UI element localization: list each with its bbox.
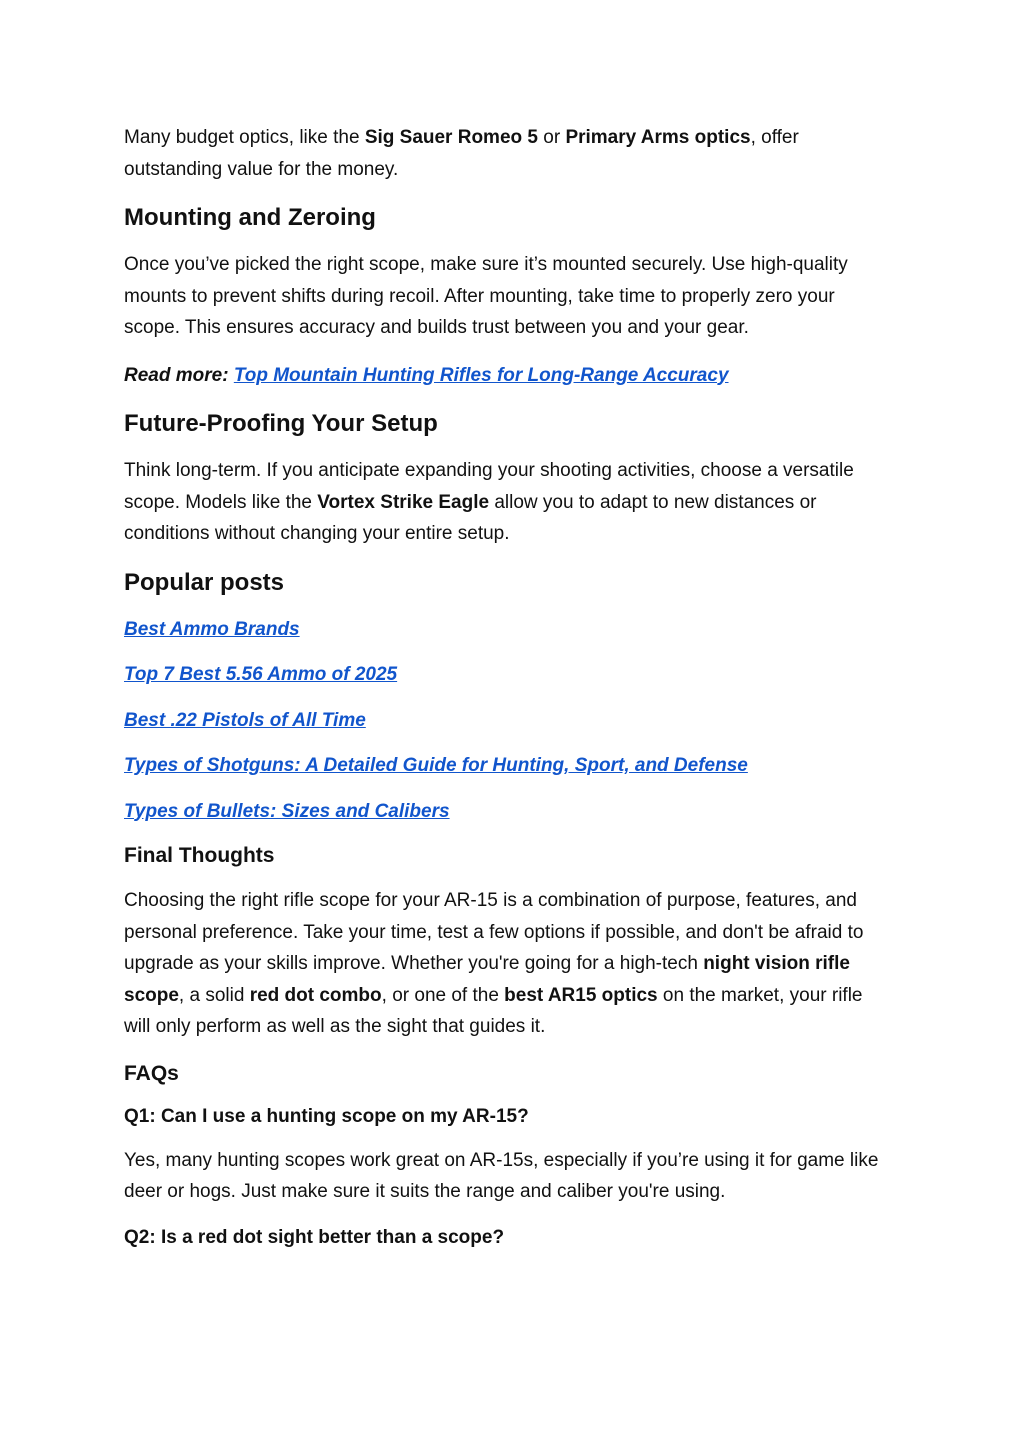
read-more-label: Read more: [124, 364, 229, 386]
final-text-3: , or one of the [381, 984, 505, 1006]
final-paragraph [124, 885, 894, 1043]
faq-answer-1: Yes, many hunting scopes work great on AR-15s, especially if you’re using it for game like deer or hogs. Just make sure it suits the range and caliber you're using. [124, 1149, 879, 1202]
final-bold-night-vision: night vision rifle scope [124, 953, 850, 1006]
popular-link-ammo-brands[interactable]: Best Ammo Brands [124, 618, 300, 640]
heading-future-proofing: Future-Proofing Your Setup [124, 410, 438, 437]
final-text-1: Choosing the right rifle scope for your AR-15 is a combination of purpose, features, and personal preference. Take your time, test a few options if possible, and don't be afraid to upgrade as your skills improve. Whether you're going for a high-tech [124, 890, 864, 974]
popular-item [124, 705, 894, 737]
intro-bold-sig-sauer: Sig Sauer Romeo 5 [364, 127, 538, 148]
popular-link-shotguns[interactable]: Types of Shotguns: A Detailed Guide for Hunting, Sport, and Defense [124, 755, 748, 776]
faq-question-2: Q2: Is a red dot sight better than a scope? [124, 1226, 505, 1248]
final-bold-ar15-optics: best AR15 optics [504, 984, 658, 1006]
read-more-link[interactable]: Top Mountain Hunting Rifles for Long-Range Accuracy [233, 364, 729, 386]
heading-final-thoughts: Final Thoughts [124, 844, 275, 867]
read-more-line [124, 360, 894, 392]
final-text-4: on the market, your rifle will only perform as well as the sight that guides it. [124, 984, 863, 1037]
final-bold-red-dot: red dot combo [249, 984, 382, 1006]
popular-item [124, 750, 894, 782]
popular-item [124, 659, 894, 691]
future-paragraph [124, 455, 894, 550]
heading-mounting: Mounting and Zeroing [124, 204, 376, 231]
future-text-1: Think long-term. If you anticipate expanding your shooting activities, choose a versatile scope. Models like the [124, 460, 854, 513]
mounting-paragraph: Once you’ve picked the right scope, make sure it’s mounted securely. Use high-quality mounts to prevent shifts during recoil. After mounting, take time to properly zero your scope. This ensures accuracy and builds trust between you and your gear. [124, 254, 848, 338]
intro-paragraph [124, 122, 894, 185]
heading-faqs: FAQs [124, 1061, 179, 1085]
intro-text-2: or [537, 127, 566, 148]
final-text-2: , a solid [178, 984, 250, 1006]
future-bold-vortex: Vortex Strike Eagle [317, 491, 490, 513]
popular-link-bullets[interactable]: Types of Bullets: Sizes and Calibers [124, 800, 450, 822]
faq-question-1: Q1: Can I use a hunting scope on my AR-15? [124, 1105, 529, 1127]
popular-item [124, 796, 894, 828]
popular-link-22-pistols[interactable]: Best .22 Pistols of All Time [124, 709, 366, 731]
popular-link-556-ammo[interactable]: Top 7 Best 5.56 Ammo of 2025 [124, 664, 398, 685]
popular-item [124, 614, 894, 646]
future-text-2: allow you to adapt to new distances or conditions without changing your entire setup. [124, 491, 817, 544]
intro-text-1: Many budget optics, like the [124, 127, 365, 148]
article-content [124, 122, 894, 1266]
intro-text-3: , offer outstanding value for the money. [124, 127, 799, 180]
heading-popular-posts: Popular posts [124, 568, 285, 596]
intro-bold-primary-arms: Primary Arms optics [565, 127, 751, 148]
